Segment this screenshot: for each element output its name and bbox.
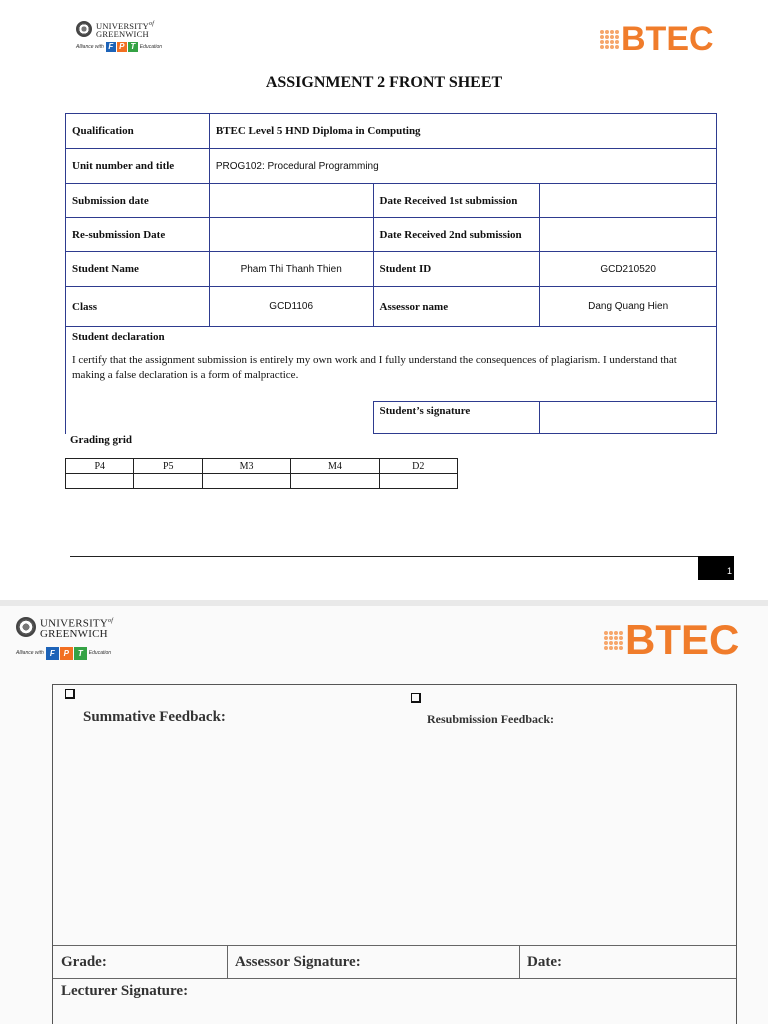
btec-dots-icon xyxy=(600,30,619,49)
btec-text: BTEC xyxy=(621,20,714,58)
university-name-line2: GREENWICH xyxy=(40,627,108,640)
grade-label: Grade: xyxy=(61,954,107,970)
grading-header: P5 xyxy=(134,459,202,474)
crest-icon xyxy=(76,21,92,37)
grading-header: M3 xyxy=(202,459,290,474)
fpt-letter-f: F xyxy=(46,647,59,660)
unit-value: PROG102: Procedural Programming xyxy=(209,149,716,184)
university-logo xyxy=(16,616,113,660)
grading-header: D2 xyxy=(379,459,457,474)
university-of: of xyxy=(108,618,114,624)
summative-feedback-label: Summative Feedback: xyxy=(83,709,226,725)
fpt-logo xyxy=(106,42,138,52)
grading-value[interactable] xyxy=(379,474,457,489)
row-qualification xyxy=(66,114,717,149)
grading-grid-label: Grading grid xyxy=(70,434,133,446)
grading-value[interactable] xyxy=(134,474,202,489)
grading-header: M4 xyxy=(291,459,379,474)
assessor-name-value: Dang Quang Hien xyxy=(540,287,717,327)
row-submission xyxy=(66,184,717,218)
submission-date-value[interactable] xyxy=(209,184,373,218)
university-name-line1: UNIVERSITY xyxy=(96,20,149,31)
front-sheet-table xyxy=(65,113,717,434)
alliance-text: Alliance with xyxy=(16,650,44,657)
student-signature-value[interactable] xyxy=(540,402,717,434)
btec-logo xyxy=(600,20,714,59)
alliance-line xyxy=(76,42,162,52)
date-received-1st-label: Date Received 1st submission xyxy=(373,184,540,218)
student-id-value: GCD210520 xyxy=(540,252,717,287)
assessor-name-label: Assessor name xyxy=(373,287,540,327)
grading-value-row xyxy=(66,474,458,489)
education-text: Education xyxy=(139,43,163,50)
date-received-2nd-value[interactable] xyxy=(540,218,717,252)
summative-checkbox[interactable] xyxy=(65,689,75,699)
fpt-letter-t: T xyxy=(74,647,87,660)
date-received-1st-value[interactable] xyxy=(540,184,717,218)
btec-logo xyxy=(604,616,739,664)
university-name-line1: UNIVERSITY xyxy=(40,617,108,630)
fpt-letter-p: P xyxy=(60,647,73,660)
row-student xyxy=(66,252,717,287)
fpt-letter-f: F xyxy=(106,42,116,52)
signature-row xyxy=(53,945,736,979)
grading-value[interactable] xyxy=(202,474,290,489)
resubmission-date-value[interactable] xyxy=(209,218,373,252)
signature-spacer xyxy=(66,402,374,434)
unit-label: Unit number and title xyxy=(66,149,210,184)
feedback-box xyxy=(52,684,737,1024)
university-name-line2: GREENWICH xyxy=(96,28,149,39)
declaration-cell xyxy=(66,327,717,402)
class-value: GCD1106 xyxy=(209,287,373,327)
page-number: 1 xyxy=(698,556,734,580)
grading-header-row xyxy=(66,459,458,474)
row-unit xyxy=(66,149,717,184)
grading-value[interactable] xyxy=(66,474,134,489)
class-label: Class xyxy=(66,287,210,327)
fpt-letter-p: P xyxy=(117,42,127,52)
student-name-value: Pham Thi Thanh Thien xyxy=(209,252,373,287)
feedback-page xyxy=(0,606,768,1024)
university-of: of xyxy=(149,21,155,27)
row-signature xyxy=(66,402,717,434)
declaration-text: I certify that the assignment submission is entirely my own work and I fully understand the consequences of plagiarism. I understand that making a false declaration is a form of malpractice. xyxy=(72,354,677,381)
assessor-signature-label: Assessor Signature: xyxy=(235,954,361,970)
resubmission-checkbox[interactable] xyxy=(411,693,421,703)
resubmission-feedback-label: Resubmission Feedback: xyxy=(427,712,555,726)
row-declaration xyxy=(66,327,717,402)
row-class xyxy=(66,287,717,327)
alliance-line xyxy=(16,647,113,660)
declaration-heading: Student declaration xyxy=(72,331,165,343)
submission-date-label: Submission date xyxy=(66,184,210,218)
btec-text: BTEC xyxy=(625,616,740,663)
row-resubmission xyxy=(66,218,717,252)
date-label: Date: xyxy=(527,954,562,970)
grading-header: P4 xyxy=(66,459,134,474)
student-name-label: Student Name xyxy=(66,252,210,287)
qualification-value: BTEC Level 5 HND Diploma in Computing xyxy=(209,114,716,149)
university-logo xyxy=(76,20,162,52)
grading-value[interactable] xyxy=(291,474,379,489)
footer-divider xyxy=(70,556,698,557)
alliance-text: Alliance with xyxy=(76,43,104,50)
grading-grid-table xyxy=(65,458,458,489)
fpt-letter-t: T xyxy=(128,42,138,52)
education-text: Education xyxy=(88,650,112,657)
btec-dots-icon xyxy=(604,631,623,650)
student-signature-label: Student’s signature xyxy=(373,402,540,434)
fpt-logo xyxy=(46,647,87,660)
qualification-label: Qualification xyxy=(66,114,210,149)
resubmission-date-label: Re-submission Date xyxy=(66,218,210,252)
student-id-label: Student ID xyxy=(373,252,540,287)
page-title: ASSIGNMENT 2 FRONT SHEET xyxy=(265,74,503,91)
crest-icon xyxy=(16,617,36,637)
lecturer-signature-label: Lecturer Signature: xyxy=(61,983,189,999)
date-received-2nd-label: Date Received 2nd submission xyxy=(373,218,540,252)
